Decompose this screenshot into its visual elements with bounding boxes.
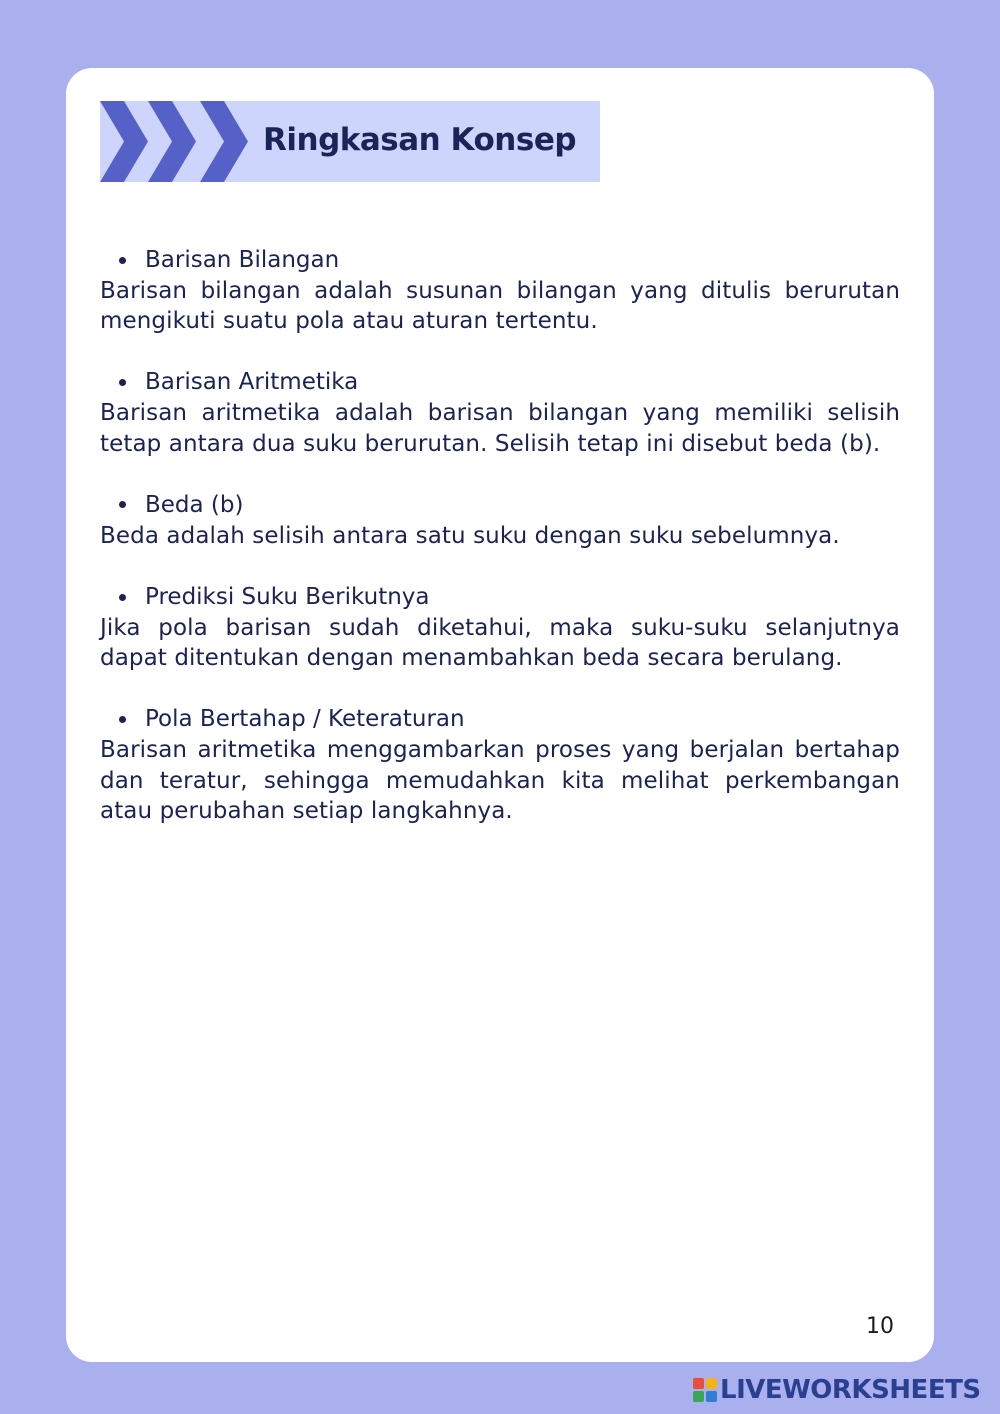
bullet-icon — [119, 257, 126, 264]
concept-heading-row — [100, 489, 900, 521]
concept-list — [100, 244, 900, 856]
brand-name: LIVEWORKSHEETS — [720, 1375, 981, 1405]
concept-heading-row — [100, 581, 900, 613]
concept-heading: Pola Bertahap / Keteraturan — [145, 706, 465, 733]
bullet-icon — [119, 716, 126, 723]
concept-heading: Barisan Bilangan — [145, 247, 340, 273]
bullet-icon — [119, 501, 126, 508]
concept-heading-row — [100, 244, 900, 276]
concept-item — [100, 244, 900, 336]
concept-heading-row — [100, 366, 900, 398]
concept-description: Barisan bilangan adalah susunan bilangan yang ditulis berurutan mengikuti suatu pola atau aturan tertentu. — [100, 278, 900, 335]
concept-description: Jika pola barisan sudah diketahui, maka suku-suku selanjutnya dapat ditentukan dengan menambahkan beda secara berulang. — [100, 615, 900, 672]
concept-description: Barisan aritmetika adalah barisan bilangan yang memiliki selisih tetap antara dua suku berurutan. Selisih tetap ini disebut beda (b). — [100, 400, 900, 457]
concept-item — [100, 366, 900, 458]
concept-heading: Prediksi Suku Berikutnya — [145, 584, 430, 611]
liveworksheets-brand[interactable] — [692, 1372, 981, 1408]
concept-item — [100, 581, 900, 673]
bullet-icon — [119, 379, 126, 386]
page-number: 10 — [866, 1314, 894, 1339]
concept-item — [100, 703, 900, 826]
concept-heading: Barisan Aritmetika — [145, 369, 359, 396]
page-title: Ringkasan Konsep — [263, 122, 577, 158]
bullet-icon — [119, 594, 126, 601]
concept-description: Barisan aritmetika menggambarkan proses yang berjalan bertahap dan teratur, sehingga memudahkan kita melihat perkembangan atau perubahan setiap langkahnya. — [100, 737, 900, 824]
concept-description: Beda adalah selisih antara satu suku dengan suku sebelumnya. — [100, 522, 840, 549]
concept-item — [100, 489, 900, 551]
liveworksheets-logo-icon — [692, 1377, 718, 1403]
concept-heading: Beda (b) — [145, 491, 244, 518]
concept-heading-row — [100, 703, 900, 735]
triple-chevron-icon — [100, 101, 260, 182]
